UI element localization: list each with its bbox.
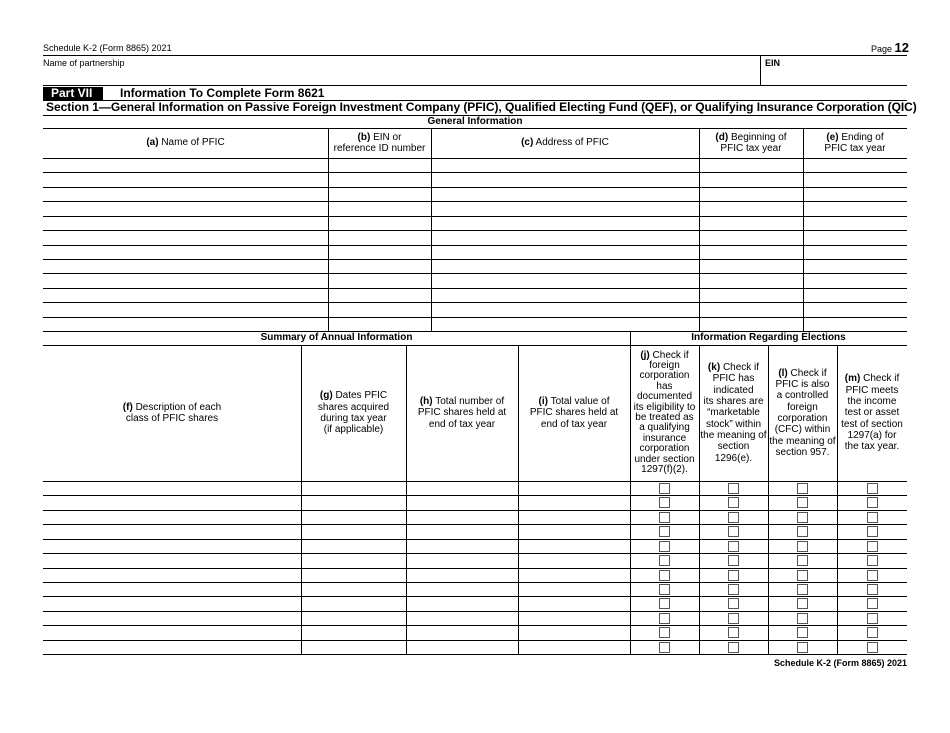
row-9-col-j-checkbox[interactable] [659,598,670,609]
summary-row-7-col-g-field[interactable] [302,569,405,581]
row-2-col-j-checkbox[interactable] [659,497,670,508]
row-5-col-l-checkbox[interactable] [797,541,808,552]
row-9-col-l-checkbox[interactable] [797,598,808,609]
general-row-12-col-e-field[interactable] [804,318,906,330]
general-row-1-col-c-field[interactable] [432,159,698,171]
summary-row-9-col-h-field[interactable] [407,597,517,609]
general-row-3-col-d-field[interactable] [700,188,802,200]
summary-row-2-col-g-field[interactable] [302,496,405,508]
summary-row-2-col-f-field[interactable] [44,496,300,508]
general-row-4-col-b-field[interactable] [329,202,430,214]
row-12-col-m-checkbox[interactable] [867,642,878,653]
row-5-col-j-checkbox[interactable] [659,541,670,552]
summary-row-10-col-f-field[interactable] [44,612,300,624]
row-6-col-j-checkbox[interactable] [659,555,670,566]
general-row-11-col-d-field[interactable] [700,303,802,315]
summary-row-6-col-f-field[interactable] [44,554,300,566]
summary-row-12-col-f-field[interactable] [44,641,300,653]
column-divider [630,331,631,654]
col-c-header: (c) Address of PFIC [521,137,609,149]
summary-row-9-col-f-field[interactable] [44,597,300,609]
col-e-header: (e) Ending of PFIC tax year [824,131,886,154]
summary-row-3-col-h-field[interactable] [407,511,517,523]
col-d-header: (d) Beginning of PFIC tax year [715,131,787,154]
summary-row-7-col-h-field[interactable] [407,569,517,581]
partnership-name-label: Name of partnership [43,58,125,68]
general-row-8-col-a-field[interactable] [44,260,327,272]
col-b-header: (b) EIN or reference ID number [333,131,426,154]
general-row-4-col-a-field[interactable] [44,202,327,214]
ein-field[interactable] [765,68,905,84]
summary-row-7-col-f-field[interactable] [44,569,300,581]
summary-row-12-col-g-field[interactable] [302,641,405,653]
row-4-col-l-checkbox[interactable] [797,526,808,537]
row-10-col-k-checkbox[interactable] [728,613,739,624]
summary-row-3-col-g-field[interactable] [302,511,405,523]
general-row-12-col-c-field[interactable] [432,318,698,330]
row-9-col-m-checkbox[interactable] [867,598,878,609]
general-row-5-col-d-field[interactable] [700,217,802,229]
general-row-6-col-e-field[interactable] [804,231,906,243]
part-tag: Part VII [43,87,103,100]
row-6-col-l-checkbox[interactable] [797,555,808,566]
general-row-2-col-d-field[interactable] [700,173,802,185]
summary-row-1-col-i-field[interactable] [519,482,629,494]
col-g-header: (g) Dates PFIC shares acquired during tax year (if applicable) [317,390,390,436]
col-i-header: (i) Total value of PFIC shares held at end of tax year [529,396,619,430]
page-word: Page [870,44,893,54]
summary-row-3-col-i-field[interactable] [519,511,629,523]
general-row-11-col-a-field[interactable] [44,303,327,315]
form-id-header: Schedule K-2 (Form 8865) 2021 [43,43,172,53]
row-7-col-l-checkbox[interactable] [797,570,808,581]
row-1-col-k-checkbox[interactable] [728,483,739,494]
general-row-4-col-c-field[interactable] [432,202,698,214]
general-row-10-col-c-field[interactable] [432,289,698,301]
summary-row-11-col-h-field[interactable] [407,626,517,638]
summary-heading: Summary of Annual Information [260,332,413,344]
row-3-col-k-checkbox[interactable] [728,512,739,523]
row-5-col-m-checkbox[interactable] [867,541,878,552]
general-row-12-col-a-field[interactable] [44,318,327,330]
general-row-3-col-b-field[interactable] [329,188,430,200]
row-12-col-l-checkbox[interactable] [797,642,808,653]
page-number: 12 [894,40,909,55]
row-10-col-l-checkbox[interactable] [797,613,808,624]
general-row-5-col-c-field[interactable] [432,217,698,229]
summary-row-5-col-f-field[interactable] [44,540,300,552]
row-12-col-j-checkbox[interactable] [659,642,670,653]
summary-row-11-col-f-field[interactable] [44,626,300,638]
general-row-6-col-c-field[interactable] [432,231,698,243]
row-3-col-l-checkbox[interactable] [797,512,808,523]
elections-heading: Information Regarding Elections [691,332,846,344]
summary-row-2-col-i-field[interactable] [519,496,629,508]
summary-row-1-col-h-field[interactable] [407,482,517,494]
general-row-4-col-e-field[interactable] [804,202,906,214]
general-row-5-col-b-field[interactable] [329,217,430,229]
general-row-8-col-b-field[interactable] [329,260,430,272]
general-row-9-col-e-field[interactable] [804,274,906,286]
row-11-col-l-checkbox[interactable] [797,627,808,638]
summary-row-8-col-g-field[interactable] [302,583,405,595]
row-1-col-j-checkbox[interactable] [659,483,670,494]
summary-row-5-col-g-field[interactable] [302,540,405,552]
general-row-2-col-a-field[interactable] [44,173,327,185]
general-row-3-col-a-field[interactable] [44,188,327,200]
partnership-name-field[interactable] [43,68,757,84]
row-2-col-l-checkbox[interactable] [797,497,808,508]
summary-row-11-col-g-field[interactable] [302,626,405,638]
general-row-6-col-b-field[interactable] [329,231,430,243]
general-row-4-col-d-field[interactable] [700,202,802,214]
row-2-col-m-checkbox[interactable] [867,497,878,508]
summary-row-9-col-i-field[interactable] [519,597,629,609]
page-indicator [871,40,909,55]
general-row-7-col-c-field[interactable] [432,246,698,258]
ein-label: EIN [765,58,781,68]
row-2-col-k-checkbox[interactable] [728,497,739,508]
general-row-5-col-e-field[interactable] [804,217,906,229]
summary-row-8-col-f-field[interactable] [44,583,300,595]
general-row-8-col-d-field[interactable] [700,260,802,272]
summary-row-5-col-i-field[interactable] [519,540,629,552]
summary-row-11-col-i-field[interactable] [519,626,629,638]
general-row-10-col-b-field[interactable] [329,289,430,301]
section-1-title: Section 1—General Information on Passive Foreign Investment Company (PFIC), Qualified Electing Fund (QEF), or Qualifying Insurance Corporation (QIC) [46,100,917,114]
general-row-7-col-d-field[interactable] [700,246,802,258]
row-9-col-k-checkbox[interactable] [728,598,739,609]
general-row-2-col-c-field[interactable] [432,173,698,185]
summary-row-1-col-g-field[interactable] [302,482,405,494]
row-7-col-m-checkbox[interactable] [867,570,878,581]
summary-row-2-col-h-field[interactable] [407,496,517,508]
row-11-col-j-checkbox[interactable] [659,627,670,638]
general-row-11-col-e-field[interactable] [804,303,906,315]
table-line [43,331,907,332]
general-row-1-col-d-field[interactable] [700,159,802,171]
summary-row-5-col-h-field[interactable] [407,540,517,552]
general-row-3-col-c-field[interactable] [432,188,698,200]
general-row-12-col-b-field[interactable] [329,318,430,330]
summary-row-6-col-h-field[interactable] [407,554,517,566]
col-a-header: (a) Name of PFIC [146,137,225,149]
column-divider [699,345,700,654]
general-row-3-col-e-field[interactable] [804,188,906,200]
general-row-1-col-e-field[interactable] [804,159,906,171]
summary-row-4-col-g-field[interactable] [302,525,405,537]
summary-row-8-col-h-field[interactable] [407,583,517,595]
row-6-col-m-checkbox[interactable] [867,555,878,566]
summary-row-12-col-h-field[interactable] [407,641,517,653]
summary-row-6-col-i-field[interactable] [519,554,629,566]
general-row-8-col-c-field[interactable] [432,260,698,272]
col-f-header: (f) Description of each class of PFIC shares [122,401,222,424]
summary-row-1-col-f-field[interactable] [44,482,300,494]
row-6-col-k-checkbox[interactable] [728,555,739,566]
general-row-6-col-a-field[interactable] [44,231,327,243]
part-title: Information To Complete Form 8621 [120,86,325,100]
summary-row-9-col-g-field[interactable] [302,597,405,609]
row-7-col-k-checkbox[interactable] [728,570,739,581]
general-row-9-col-a-field[interactable] [44,274,327,286]
general-row-6-col-d-field[interactable] [700,231,802,243]
general-row-11-col-b-field[interactable] [329,303,430,315]
general-row-10-col-a-field[interactable] [44,289,327,301]
summary-row-3-col-f-field[interactable] [44,511,300,523]
general-row-7-col-b-field[interactable] [329,246,430,258]
summary-row-7-col-i-field[interactable] [519,569,629,581]
col-l-header: (l) Check if PFIC is also a controlled foreign corporation (CFC) within the meaning of section 957. [769,367,836,458]
row-8-col-j-checkbox[interactable] [659,584,670,595]
general-row-10-col-d-field[interactable] [700,289,802,301]
general-row-2-col-b-field[interactable] [329,173,430,185]
column-divider [837,345,838,654]
summary-row-4-col-i-field[interactable] [519,525,629,537]
row-10-col-m-checkbox[interactable] [867,613,878,624]
col-m-header: (m) Check if PFIC meets the income test or asset test of section 1297(a) for the tax year. [841,373,903,453]
row-3-col-j-checkbox[interactable] [659,512,670,523]
general-row-7-col-e-field[interactable] [804,246,906,258]
general-row-12-col-d-field[interactable] [700,318,802,330]
row-7-col-j-checkbox[interactable] [659,570,670,581]
row-5-col-k-checkbox[interactable] [728,541,739,552]
row-12-col-k-checkbox[interactable] [728,642,739,653]
summary-row-12-col-i-field[interactable] [519,641,629,653]
general-row-11-col-c-field[interactable] [432,303,698,315]
general-row-2-col-e-field[interactable] [804,173,906,185]
row-3-col-m-checkbox[interactable] [867,512,878,523]
row-1-col-l-checkbox[interactable] [797,483,808,494]
summary-row-10-col-i-field[interactable] [519,612,629,624]
summary-row-10-col-h-field[interactable] [407,612,517,624]
general-row-1-col-b-field[interactable] [329,159,430,171]
col-j-header: (j) Check if foreign corporation has documented its eligibility to be treated as a qualifying insurance corporation under section 1297(f)(2). [633,349,696,476]
row-11-col-k-checkbox[interactable] [728,627,739,638]
general-row-10-col-e-field[interactable] [804,289,906,301]
row-8-col-l-checkbox[interactable] [797,584,808,595]
general-row-7-col-a-field[interactable] [44,246,327,258]
col-h-header: (h) Total number of PFIC shares held at end of tax year [417,396,507,430]
general-info-heading: General Information [427,115,523,127]
general-row-9-col-d-field[interactable] [700,274,802,286]
row-4-col-j-checkbox[interactable] [659,526,670,537]
row-10-col-j-checkbox[interactable] [659,613,670,624]
row-4-col-k-checkbox[interactable] [728,526,739,537]
general-row-8-col-e-field[interactable] [804,260,906,272]
row-8-col-m-checkbox[interactable] [867,584,878,595]
row-8-col-k-checkbox[interactable] [728,584,739,595]
general-row-1-col-a-field[interactable] [44,159,327,171]
form-id-footer: Schedule K-2 (Form 8865) 2021 [773,658,907,668]
table-line [43,654,907,655]
summary-row-4-col-f-field[interactable] [44,525,300,537]
row-11-col-m-checkbox[interactable] [867,627,878,638]
col-k-header: (k) Check if PFIC has indicated its shares are “marketable stock” within the meaning of section 1296(e). [700,362,767,464]
general-row-9-col-c-field[interactable] [432,274,698,286]
summary-row-10-col-g-field[interactable] [302,612,405,624]
summary-row-8-col-i-field[interactable] [519,583,629,595]
summary-row-6-col-g-field[interactable] [302,554,405,566]
column-divider [768,345,769,654]
row-4-col-m-checkbox[interactable] [867,526,878,537]
summary-row-4-col-h-field[interactable] [407,525,517,537]
row-1-col-m-checkbox[interactable] [867,483,878,494]
general-row-9-col-b-field[interactable] [329,274,430,286]
general-row-5-col-a-field[interactable] [44,217,327,229]
